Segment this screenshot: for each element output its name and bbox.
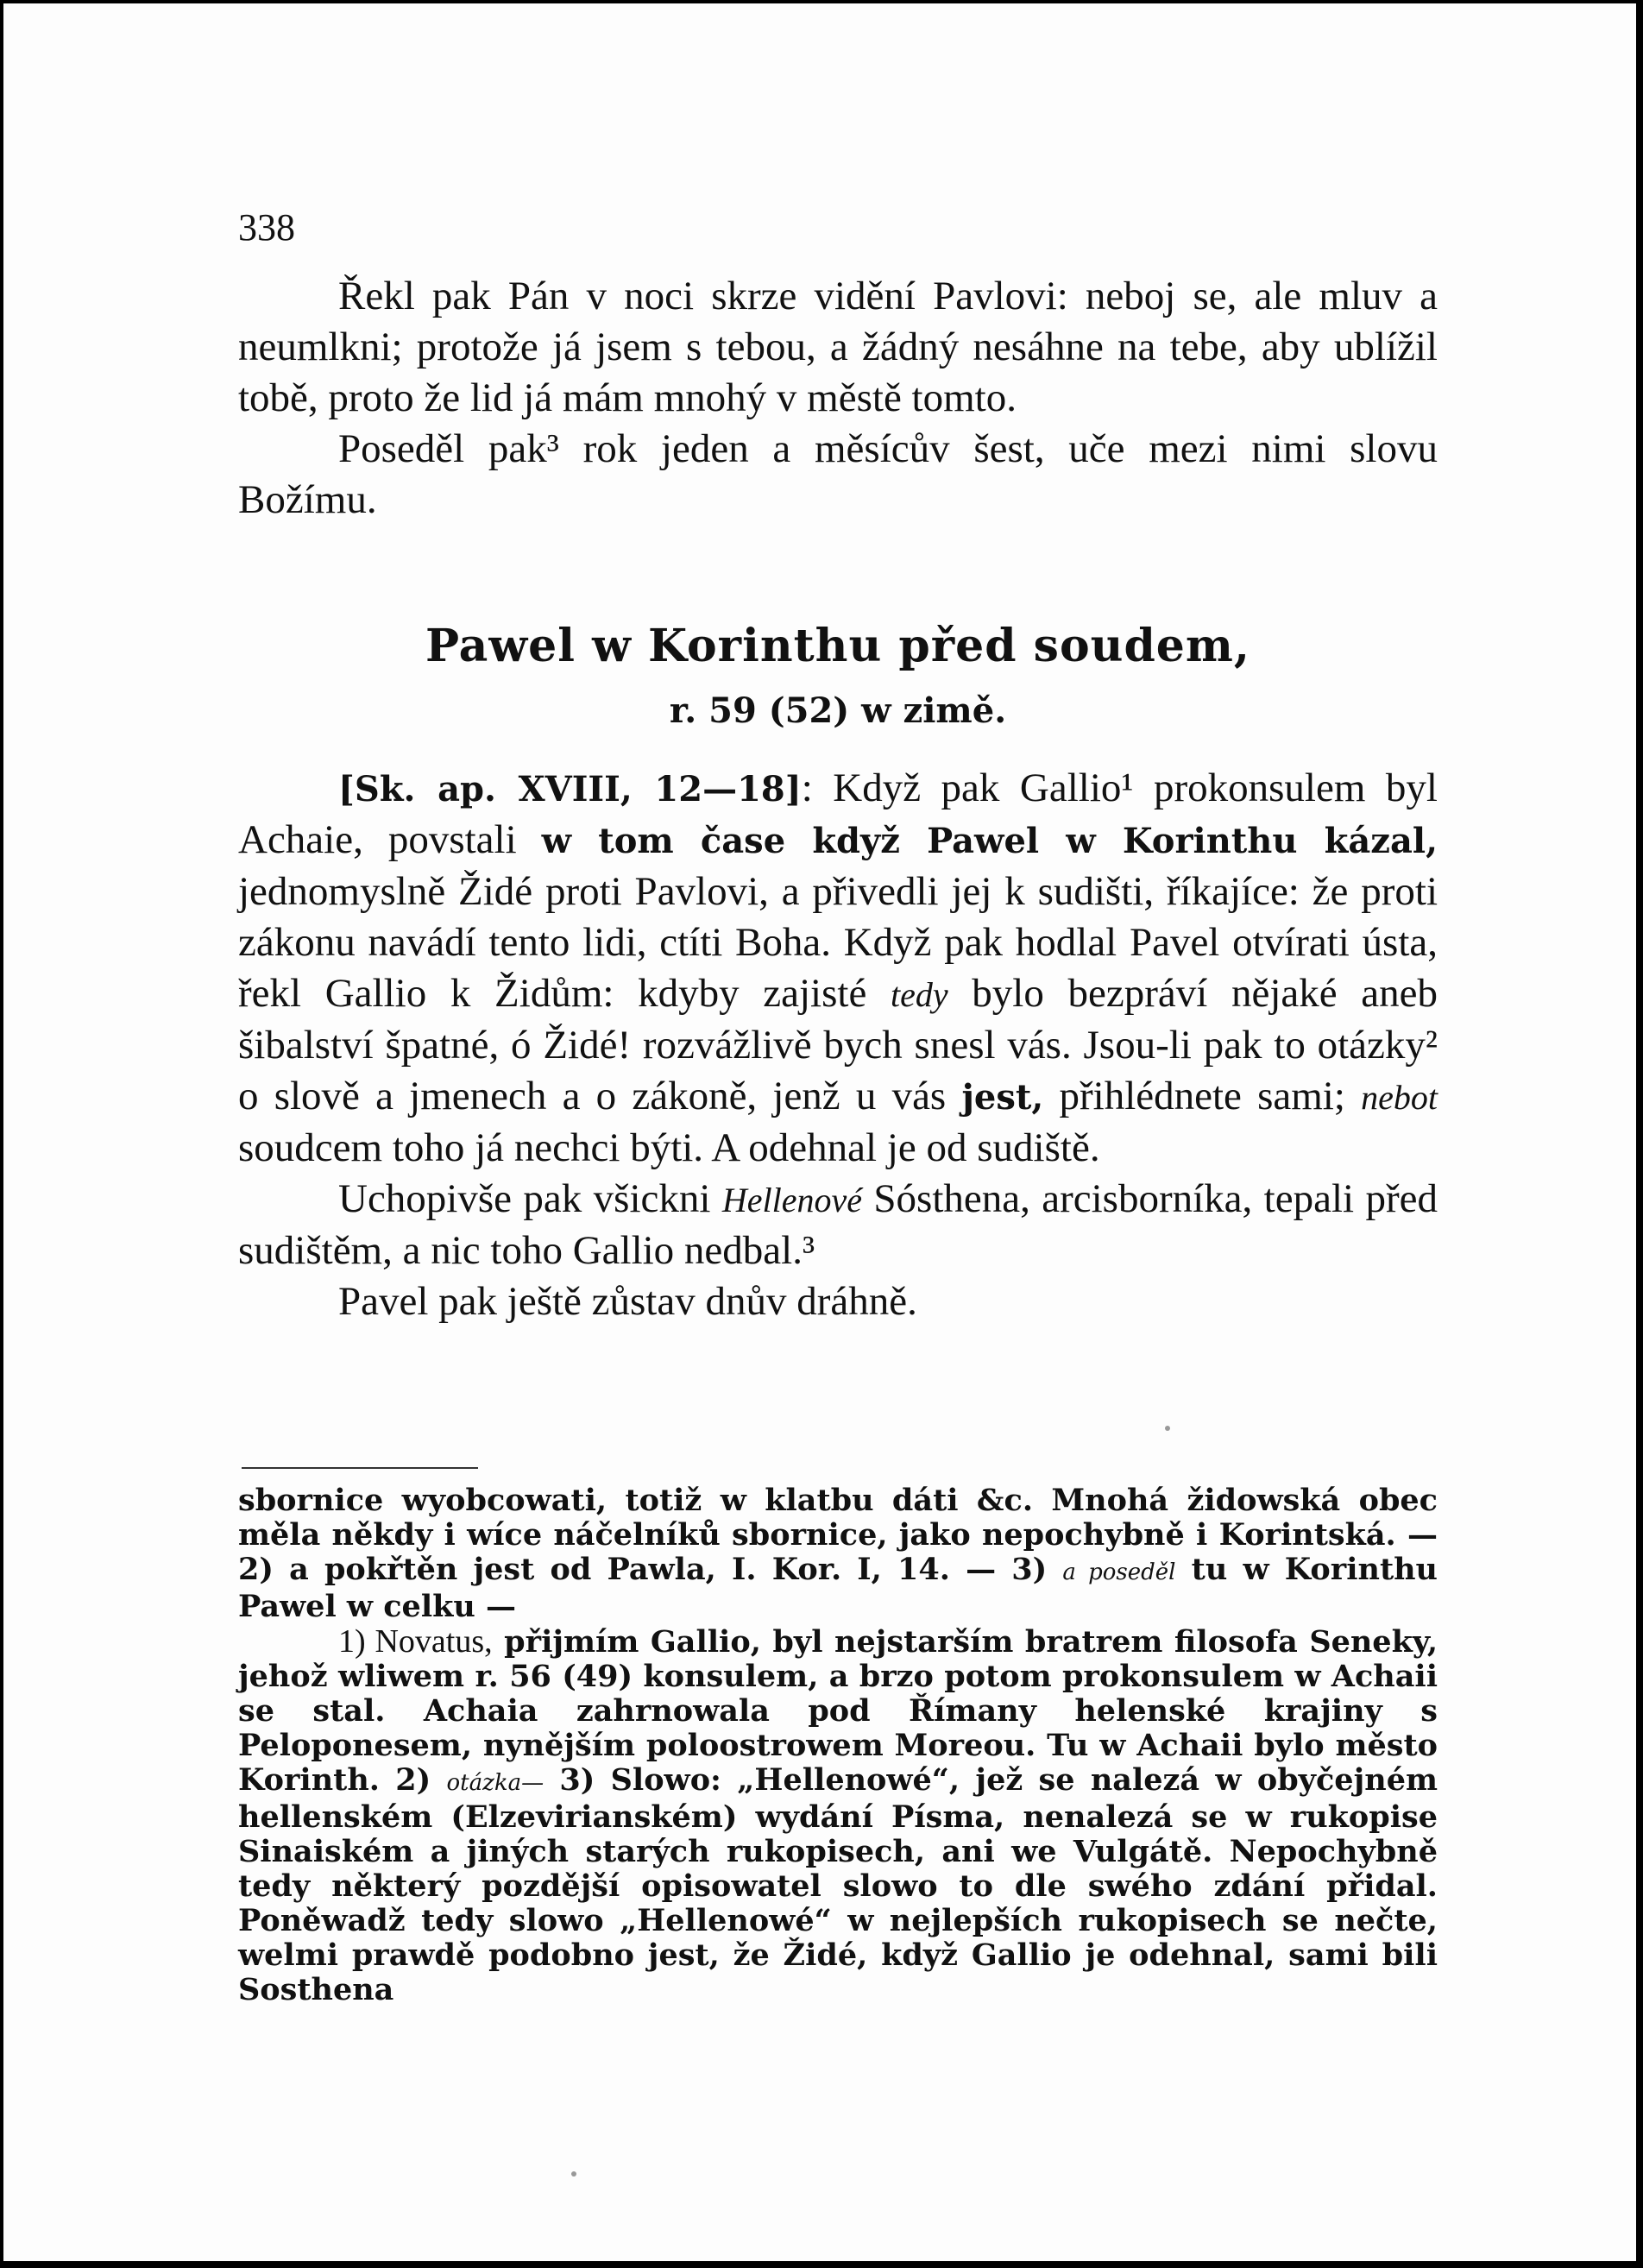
footnote-1 <box>238 1624 1438 2007</box>
text-run: Uchopivše pak všickni <box>338 1176 722 1221</box>
footnote-continued <box>238 1484 1438 1624</box>
gothic-insert: w tom čase když Pawel w Korinthu kázal, <box>541 821 1438 861</box>
speck <box>1165 1426 1170 1431</box>
text-run: Sósthena, arcisborníka, tepali před sudištěm, a nic toho Gallio nedbal.³ <box>238 1176 1438 1273</box>
paragraph-paul-stays: Pavel pak ještě zůstav dnův dráhně. <box>338 1279 917 1324</box>
paragraph-gallio <box>238 763 1438 1174</box>
footnote-marker: 1) <box>338 1623 366 1660</box>
footnote-text: přijmím Gallio, byl nejstarším bratrem filosofa Seneky, jehož wliwem r. 56 (49) konsulem, a brzo potom prokonsulem w Achaii se stal. Achaia zahrnowala pod Římany helenské krajiny s Peloponesem, nynějším poloostrowem Moreou. Tu w Achaii bylo město Korinth. 2) <box>238 1624 1438 1798</box>
footnote-divider <box>242 1467 478 1469</box>
paragraph-sosthenes <box>238 1174 1438 1276</box>
section-text <box>238 763 1438 1327</box>
footnote-small-note: otázka— <box>446 1770 545 1796</box>
section-heading: Pawel w Korinthu před soudem, <box>425 620 1251 672</box>
italic-word: Hellenové <box>721 1181 862 1219</box>
paragraph-stay: Poseděl pak³ rok jeden a měsícův šest, uče mezi nimi slovu Božímu. <box>238 426 1438 522</box>
opening-text <box>238 271 1438 526</box>
italic-word: nebot <box>1361 1078 1438 1117</box>
footnote-text: sbornice wyobcowati, totiž w klatbu dáti &c. Mnohá židowská obec měla někdy i wíce náčelníků sbornice, jako nepochybně i Korintská. — 2) a pokřtěn jest od Pawla, I. Kor. I, 14. — 3) <box>238 1483 1438 1587</box>
footnote-small-note: a poseděl <box>1062 1559 1176 1585</box>
text-run: soudcem toho já nechci býti. A odehnal je od sudiště. <box>238 1125 1100 1170</box>
scripture-reference: [Sk. ap. XVIII, 12—18] <box>338 769 802 810</box>
footnote-text: tu w Korinthu Pawel w celku — <box>238 1552 1438 1624</box>
paragraph-vision: Řekl pak Pán v noci skrze vidění Pavlovi: neboj se, ale mluv a neumlkni; protože já jsem s tebou, a žádný nesáhne na tebe, aby ublížil tobě, proto že lid já mám mnohý v městě tomto. <box>238 274 1438 420</box>
text-run: přihlédnete sami; <box>1043 1074 1362 1118</box>
footnote-roman-word: Novatus, <box>365 1623 493 1660</box>
italic-word: tedy <box>890 975 948 1014</box>
text-run: bylo bezpráví nějaké aneb šibalství špatné, ó Židé! rozvážlivě bych snesl vás. Jsou-li pak to otázky² o slově a jmenech a o zákoně, jenž u vás <box>238 971 1438 1118</box>
text-run: : Když pak Gallio¹ prokonsulem byl Achaie, povstali <box>238 765 1438 862</box>
book-page <box>3 3 1636 2261</box>
text-run: jednomyslně Židé proti Pavlovi, a přivedli jej k sudišti, říkajíce: že proti zákonu navádí tento lidi, ctíti Boha. Když pak hodlal Pavel otvírati ústa, řekl Gallio k Židům: kdyby zajisté <box>238 869 1438 1016</box>
footnotes <box>238 1484 1438 2007</box>
gothic-word: jest, <box>961 1077 1044 1118</box>
page-number: 338 <box>238 206 295 249</box>
section-subheading: r. 59 (52) w zimě. <box>669 690 1007 731</box>
speck <box>571 2171 576 2177</box>
footnote-text: 3) Slowo: „Hellenowé“, jež se nalezá w obyčejném hellenském (Elzevirianském) wydání Písma, nenalezá se w rukopise Sinaiském a jiných starých rukopisech, ani we Vulgátě. Nepochybně tedy některý pozdější opisowatel slowo to dle swého zdání přidal. Poněwadž tedy slowo „Hellenowé“ w nejlepších rukopisech se nečte, welmi prawdě podobno jest, že Židé, když Gallio je odehnal, sami bili Sosthena <box>238 1762 1438 2007</box>
